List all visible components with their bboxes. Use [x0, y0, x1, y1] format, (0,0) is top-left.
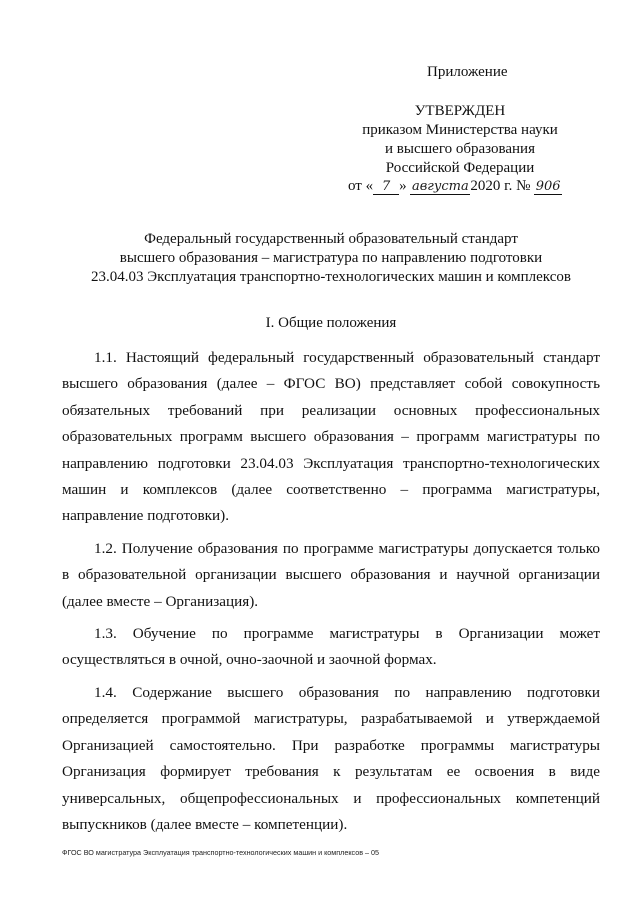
title-line-1: Федеральный государственный образовательный стандарт: [144, 231, 518, 247]
title-line-2: высшего образования – магистратура по направлению подготовки: [119, 250, 543, 266]
document-title: [60, 230, 602, 287]
paragraph-1-3: 1.3. Обучение по программе магистратуры в Организации может осуществляться в очной, очно-заочной и заочной формах.: [62, 625, 600, 669]
date-prefix: от «: [348, 178, 374, 194]
order-line-3: Российской Федерации: [385, 160, 535, 176]
section-heading: I. Общие положения: [265, 315, 397, 331]
order-date-line: [348, 178, 562, 195]
order-line-2: и высшего образования: [385, 141, 535, 157]
handwritten-day: 7: [373, 179, 399, 195]
handwritten-order-number: 906: [535, 179, 561, 194]
section-body: [62, 345, 600, 844]
date-mid: »: [399, 178, 407, 194]
order-line-1: приказом Министерства науки: [362, 122, 558, 138]
approved-label: УТВЕРЖДЕН: [414, 103, 506, 119]
handwritten-month: августа: [411, 179, 469, 194]
date-year: 2020 г. №: [470, 178, 531, 194]
approval-block: [330, 102, 590, 178]
paragraph-1-2: 1.2. Получение образования по программе магистратуры допускается только в образовательной организации высшего образования и научной организации (далее вместе – Организация).: [62, 539, 600, 610]
appendix-label: Приложение: [427, 64, 508, 80]
page-footer: ФГОС ВО магистратура Эксплуатация транспортно-технологических машин и комплексов – 05: [62, 848, 380, 857]
paragraph-1-4: 1.4. Содержание высшего образования по направлению подготовки определяется программой магистратуры, разрабатываемой и утверждаемой Организацией самостоятельно. При разработке программы магистратуры Организация формирует требования к результатам ее освоения в виде универсальных, общепрофессиональных и профессиональных компетенций выпускников (далее вместе – компетенции).: [62, 683, 600, 833]
paragraph-1-1: 1.1. Настоящий федеральный государственный образовательный стандарт высшего образования (далее – ФГОС ВО) представляет собой совокупность обязательных требований при реализации основных профессиональных образовательных программ высшего образования – программ магистратуры по направлению подготовки 23.04.03 Эксплуатация транспортно-технологических машин и комплексов (далее соответственно – программа магистратуры, направление подготовки).: [62, 349, 600, 525]
title-line-3: 23.04.03 Эксплуатация транспортно-технологических машин и комплексов: [91, 269, 571, 285]
